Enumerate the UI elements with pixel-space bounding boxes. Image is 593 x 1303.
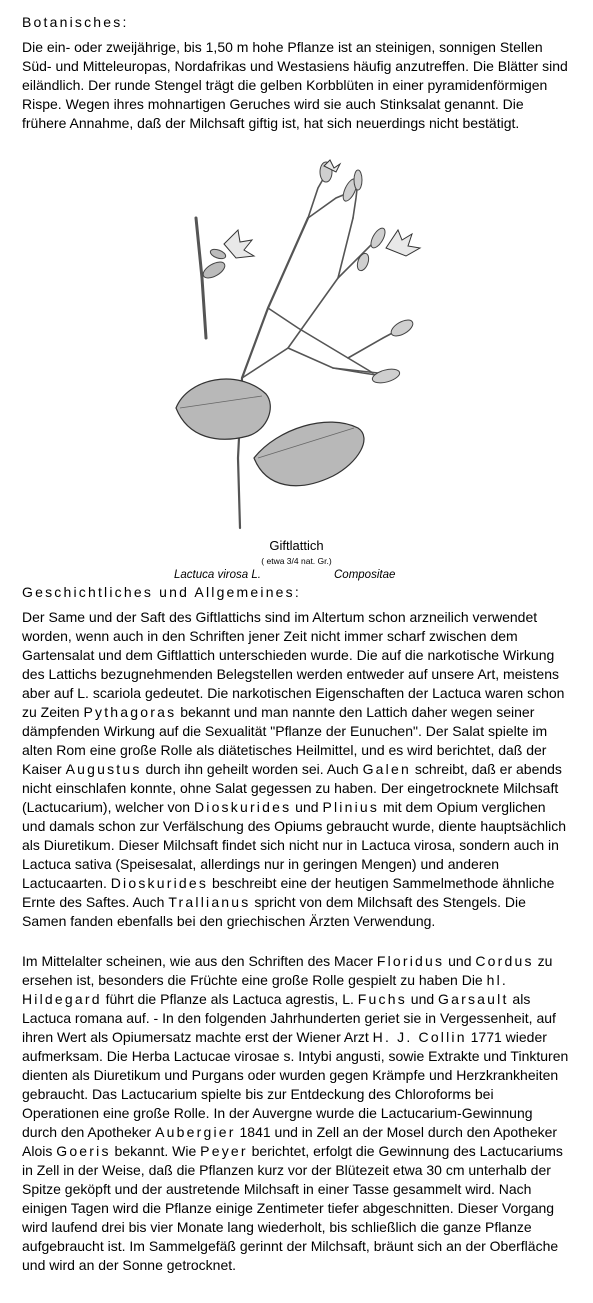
person-name: Dioskurides [110, 875, 209, 891]
figure-latin-name: Lactuca virosa L. [174, 569, 261, 581]
history-paragraph-1: Der Same und der Saft des Giftlattichs sind im Altertum schon arzneilich verwendet worden, wenn auch in den Schriften jener Zeit nicht immer scharf zwischen dem Gartensalat und dem Giftlattich unterschieden wurde. Die auf die narkotische Wirkung des Lattichs bezugnehmenden Belegstellen werden entweder auf unsere Art, meistens aber auf L. scariola gedeutet. Die narkotischen Eigenschaften der Lactuca waren schon zu Zeiten Pythagoras bekannt und man nannte den Lattich daher wegen seiner dämpfenden Wirkung auf die Sexualität "Pflanze der Eunuchen". Der Salat spielte im alten Rom eine große Rolle als diätetisches Heilmittel, und es wird berichtet, daß der Kaiser Augustus durch ihn geheilt worden sei. Auch Galen schreibt, daß er abends nicht einschlafen konnte, ohne Salat gegessen zu haben. Der eingetrocknete Milchsaft (Lactucarium), welcher von Dioskurides und Plinius mit dem Opium verglichen und damals schon zur Verfälschung des Opiums gebraucht wurde, diente hauptsächlich als Diuretikum. Dieser Milchsaft findet sich nicht nur in Lactuca virosa, sondern auch in Lactuca sativa (Speisesalat, allerdings nur in geringen Mengen) und anderen Lactucaarten. Dioskurides beschreibt eine der heutigen Sammelmethode ähnliche Ernte des Saftes. Auch Trallianus spricht von dem Milchsaft des Stengels. Die Samen fanden ebenfalls bei den griechischen Ärzten Verwendung. [22, 609, 566, 929]
person-name: Galen [362, 761, 411, 777]
figure-title: Giftlattich [269, 538, 324, 553]
history-paragraph-2: Im Mittelalter scheinen, wie aus den Schriften des Macer Floridus und Cordus zu ersehen ist, besonders die Früchte eine große Rolle gespielt zu haben Die hl. Hildegard führt die Pflanze als Lactuca agrestis, L. Fuchs und Garsault als Lactuca romana auf. - In den folgenden Jahrhunderten geriet sie in Vergessenheit, auf ihren Wert als Opiumersatz machte erst der Wiener Arzt H. J. Collin 1771 wieder aufmerksam. Die Herba Lactucae virosae s. Intybi angusti, sowie Extrakte und Tinkturen dienten als Diuretikum und Purgans oder wurden gegen Krämpfe und Herzkrankheiten gebraucht. Das Lactucarium spielte bis zur Entdeckung des Chloroforms bei Operationen eine große Rolle. In der Auvergne wurde die Lactucarium-Gewinnung durch den Apotheker Aubergier 1841 und in Zell an der Mosel durch den Apotheker Alois Goeris bekannt. Wie Peyer berichtet, erfolgt die Gewinnung des Lactucariums in Zell in der Weise, daß die Pflanzen kurz vor der Blütezeit etwa 30 cm unterhalb der Spitze geköpft und der austretende Milchsaft in einer Tasse gesammelt wird. Nach einigen Tagen wird die Pflanze einige Zentimeter tiefer abgeschnitten. Dieser Vorgang wird laufend drei bis vier Monate lang wiederholt, bis schließlich die ganze Pflanze aufgebraucht ist. Im Sammelgefäß gerinnt der Milchsaft, bräunt sich an der Oberfläche und wird an der Sonne getrocknet. [22, 953, 569, 1273]
figure-family: Compositae [334, 569, 396, 581]
person-name: Floridus [376, 953, 445, 969]
person-name: Plinius [322, 799, 380, 815]
person-name: Augustus [65, 761, 142, 777]
person-name: Goeris [56, 1143, 111, 1159]
plant-illustration [158, 158, 434, 534]
person-name: Peyer [200, 1143, 248, 1159]
botanik-paragraph: Die ein- oder zweijährige, bis 1,50 m hohe Pflanze ist an steinigen, sonnigen Stellen Süd- und Mitteleuropas, Nordafrikas und Westasiens häufig anzutreffen. Die Blätter sind eiländlich. Der runde Stengel trägt die gelben Korbblüten in einer pyramidenförmigen Rispe. Wegen ihres mohnartigen Geruches wird sie auch Stinksalat genannt. Die frühere Annahme, daß der Milchsaft giftig ist, hat sich neuerdings nicht bestätigt. [22, 39, 568, 131]
person-name: Cordus [475, 953, 534, 969]
section-heading-geschichte: Geschichtliches und Allgemeines: [22, 584, 301, 600]
person-name: Trallianus [168, 894, 251, 910]
figure-scale-note: ( etwa 3/4 nat. Gr.) [261, 556, 332, 566]
person-name: Dioskurides [193, 799, 292, 815]
person-name: Aubergier [155, 1124, 236, 1140]
person-name: hl. Hildegard [22, 972, 508, 1007]
person-name: Fuchs [357, 991, 407, 1007]
section-heading-botanik: Botanisches: [22, 14, 129, 30]
person-name: Garsault [438, 991, 509, 1007]
person-name: Pythagoras [83, 704, 177, 720]
person-name: H. J. Collin [372, 1029, 467, 1045]
